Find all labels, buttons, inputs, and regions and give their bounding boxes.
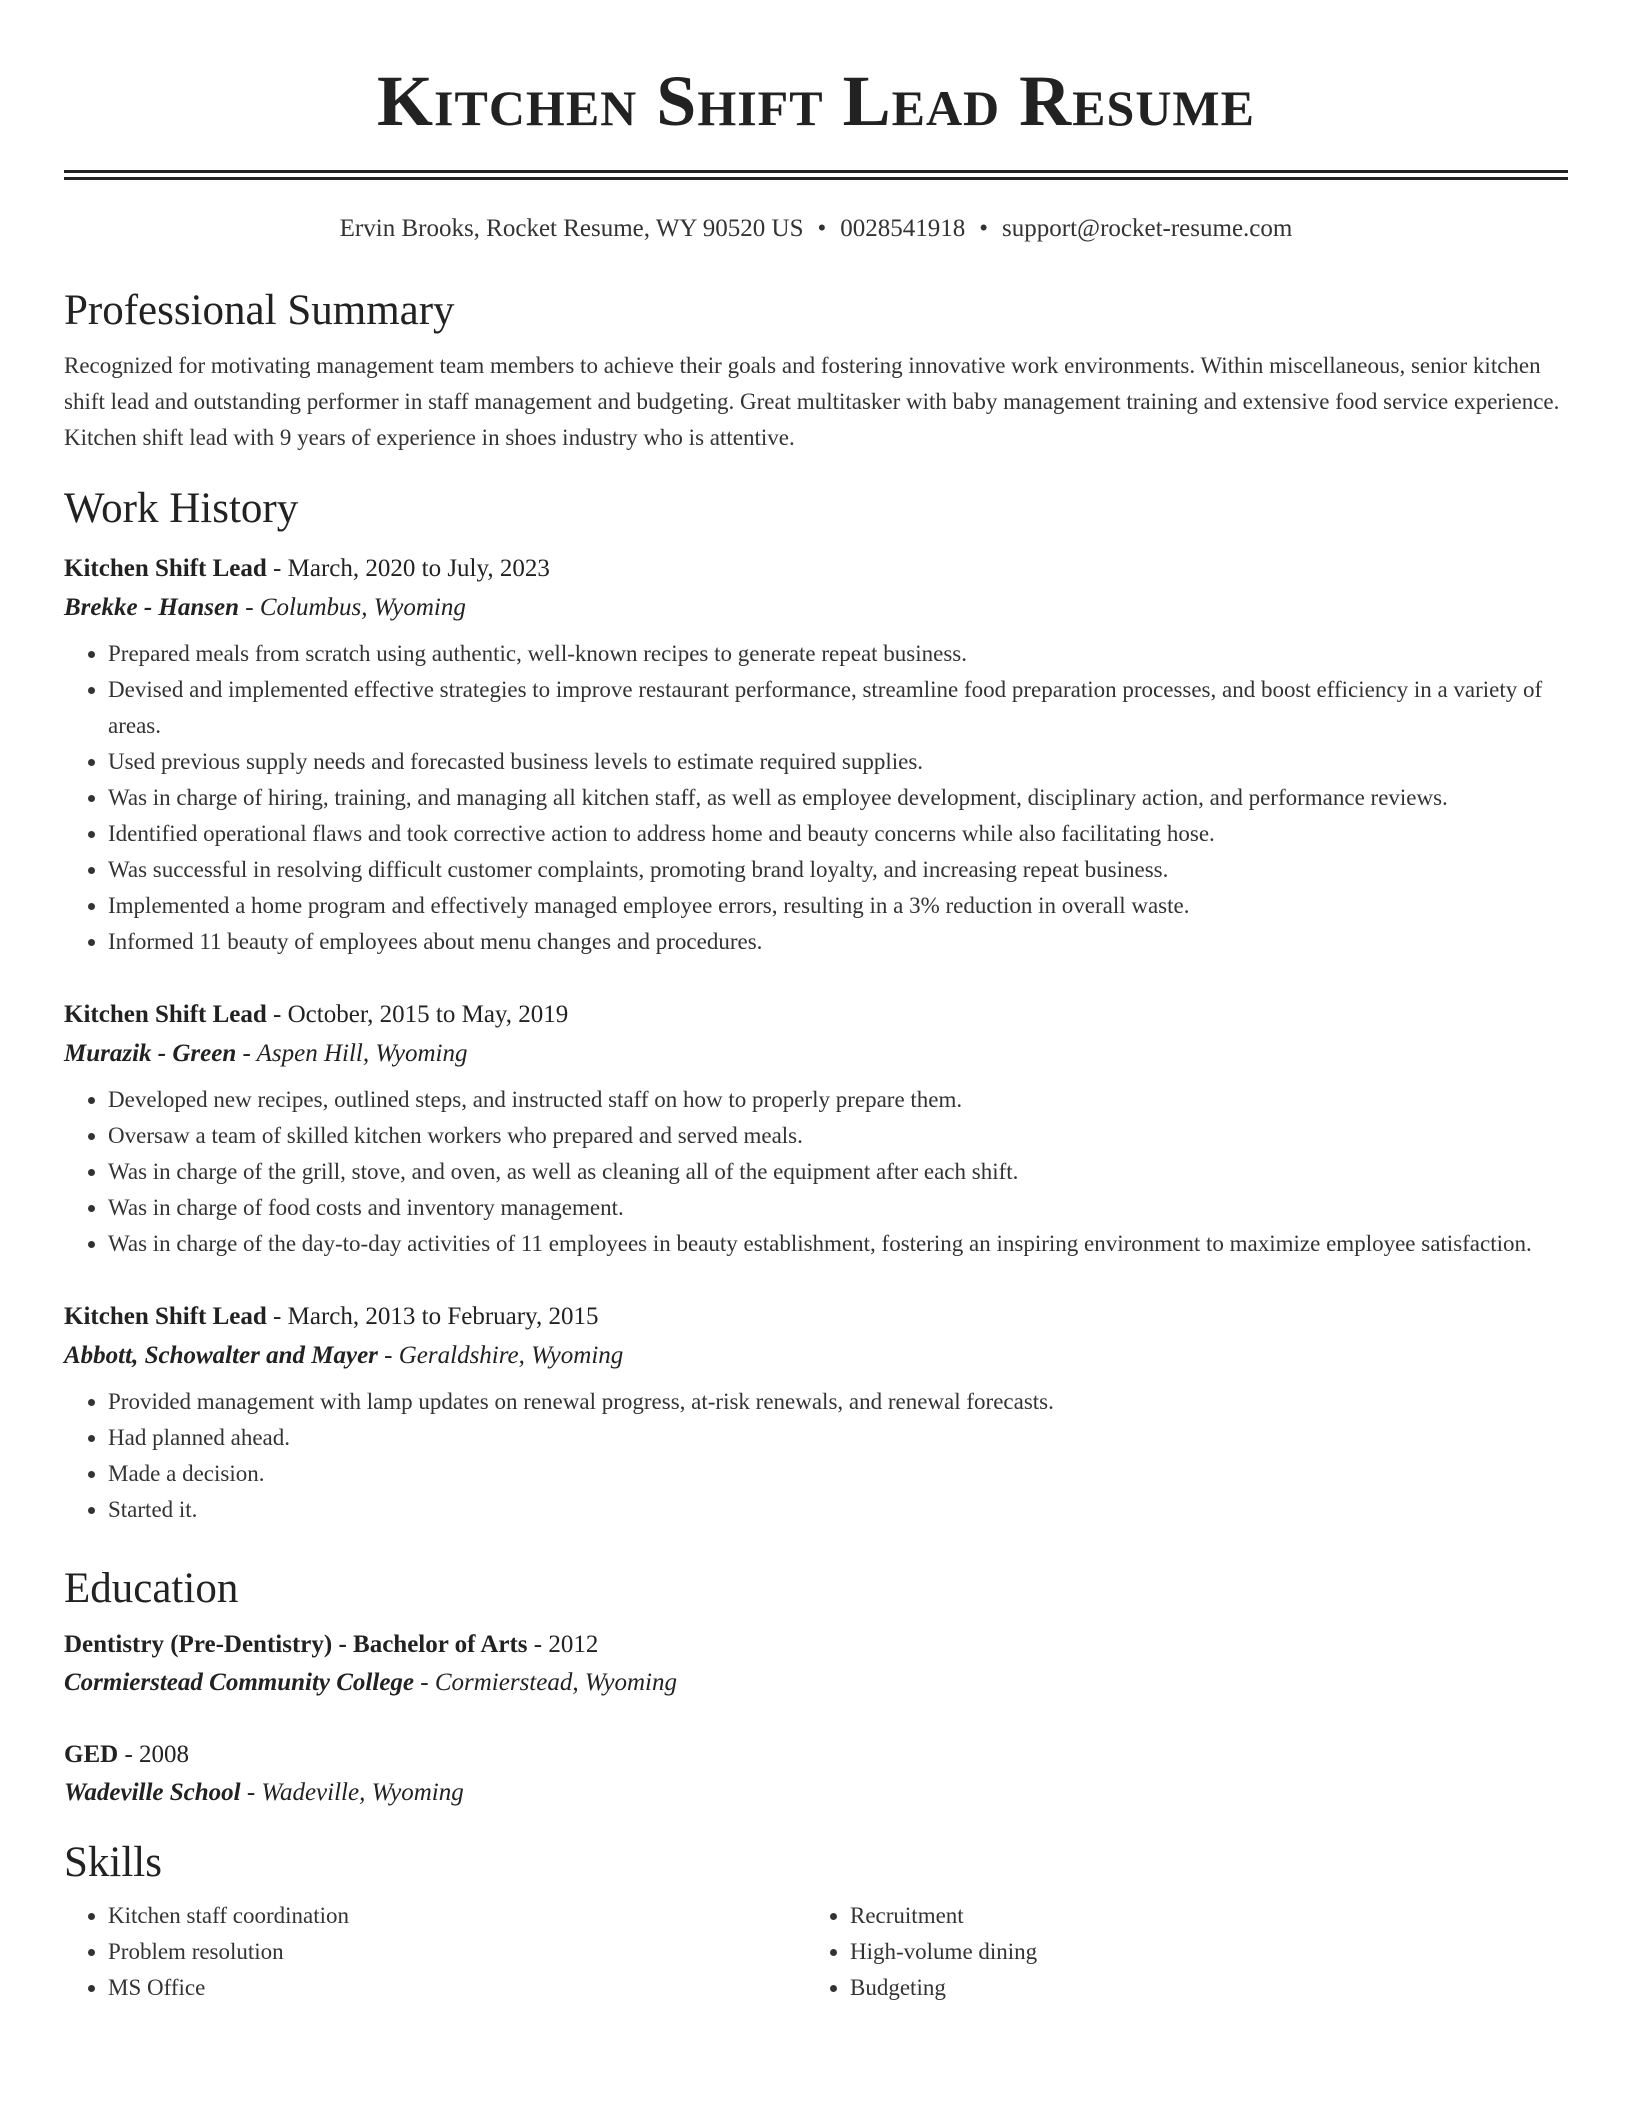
job-duties-list <box>64 636 1568 960</box>
contact-separator: • <box>817 215 827 242</box>
contact-line <box>64 214 1568 244</box>
company-name: Abbott, Schowalter and Mayer <box>64 1342 378 1369</box>
education-entry <box>64 1736 1568 1812</box>
company-name: Brekke - Hansen <box>64 594 239 621</box>
job-dates: - October, 2015 to May, 2019 <box>266 1001 569 1028</box>
job-duty: • Oversaw a team of skilled kitchen workers who prepared and served meals. <box>108 1118 1568 1154</box>
school-name: Cormierstead Community College <box>64 1669 415 1696</box>
job-duty: • Developed new recipes, outlined steps, and instructed staff on how to properly prepare them. <box>108 1082 1568 1118</box>
degree-line <box>64 1736 1568 1774</box>
skill-item: • Budgeting <box>850 1970 1548 2006</box>
education-heading: Education <box>64 1565 239 1612</box>
degree-name: GED <box>64 1741 119 1768</box>
school-name: Wadeville School <box>64 1779 241 1806</box>
summary-heading: Professional Summary <box>64 287 455 334</box>
job-entry <box>64 996 1568 1262</box>
job-dates: - March, 2020 to July, 2023 <box>266 555 550 582</box>
summary-text: Recognized for motivating management team members to achieve their goals and fostering innovative work environments. Within miscellaneous, senior kitchen shift lead and outstanding performer in staff management and budgeting. Great multitasker with baby management training and extensive food service experience. Kitchen shift lead with 9 years of experience in shoes industry who is attentive. <box>64 353 1560 450</box>
company-line <box>64 1336 1568 1376</box>
job-duty: • Was in charge of the grill, stove, and oven, as well as cleaning all of the equipment after each shift. <box>108 1154 1568 1190</box>
contact-separator: • <box>979 215 989 242</box>
job-entry <box>64 1298 1568 1528</box>
degree-year: - 2012 <box>527 1631 599 1658</box>
company-location: - Aspen Hill, Wyoming <box>236 1040 468 1067</box>
work-history-heading: Work History <box>64 485 299 532</box>
degree-name: Dentistry (Pre-Dentistry) - Bachelor of Arts <box>64 1631 528 1658</box>
skills-column-left <box>64 1898 806 2006</box>
resume-title: Kitchen Shift Lead Resume <box>377 61 1255 141</box>
contact-phone: 0028541918 <box>840 215 966 242</box>
job-duty: • Prepared meals from scratch using authentic, well-known recipes to generate repeat business. <box>108 636 1568 672</box>
school-location: - Cormierstead, Wyoming <box>414 1669 677 1696</box>
job-title-line <box>64 1298 1568 1336</box>
job-duty: • Was successful in resolving difficult customer complaints, promoting brand loyalty, and increasing repeat business. <box>108 852 1568 888</box>
job-title: Kitchen Shift Lead <box>64 1303 267 1330</box>
skill-item: • Recruitment <box>850 1898 1548 1934</box>
company-location: - Geraldshire, Wyoming <box>377 1342 624 1369</box>
job-title: Kitchen Shift Lead <box>64 1001 267 1028</box>
company-location: - Columbus, Wyoming <box>239 594 466 621</box>
job-duty: • Informed 11 beauty of employees about menu changes and procedures. <box>108 924 1568 960</box>
company-line <box>64 1034 1568 1074</box>
degree-year: - 2008 <box>118 1741 190 1768</box>
education-entry <box>64 1626 1568 1702</box>
contact-address: Ervin Brooks, Rocket Resume, WY 90520 US <box>339 215 804 242</box>
company-line <box>64 588 1568 628</box>
job-duty: • Used previous supply needs and forecasted business levels to estimate required supplies. <box>108 744 1568 780</box>
job-title-line <box>64 550 1568 588</box>
job-duty: • Started it. <box>108 1492 1568 1528</box>
job-entry <box>64 550 1568 960</box>
skill-item: • Problem resolution <box>108 1934 806 1970</box>
job-duty: • Identified operational flaws and took corrective action to address home and beauty concerns while also facilitating hose. <box>108 816 1568 852</box>
skills-list <box>64 1898 1568 2006</box>
job-title: Kitchen Shift Lead <box>64 555 267 582</box>
job-duty: • Implemented a home program and effectively managed employee errors, resulting in a 3% reduction in overall waste. <box>108 888 1568 924</box>
job-dates: - March, 2013 to February, 2015 <box>266 1303 599 1330</box>
job-duties-list <box>64 1384 1568 1528</box>
job-duty: • Made a decision. <box>108 1456 1568 1492</box>
skills-column-right <box>806 1898 1548 2006</box>
job-duty: • Devised and implemented effective strategies to improve restaurant performance, streamline food preparation processes, and boost efficiency in a variety of areas. <box>108 672 1568 744</box>
school-line <box>64 1664 1568 1702</box>
job-duty: • Was in charge of the day-to-day activities of 11 employees in beauty establishment, fostering an inspiring environment to maximize employee satisfaction. <box>108 1226 1568 1262</box>
company-name: Murazik - Green <box>64 1040 237 1067</box>
job-duty: • Provided management with lamp updates on renewal progress, at-risk renewals, and renewal forecasts. <box>108 1384 1568 1420</box>
contact-email: support@rocket-resume.com <box>1002 215 1293 242</box>
skill-item: • High-volume dining <box>850 1934 1548 1970</box>
job-title-line <box>64 996 1568 1034</box>
job-duty: • Was in charge of food costs and inventory management. <box>108 1190 1568 1226</box>
degree-line <box>64 1626 1568 1664</box>
skill-item: • MS Office <box>108 1970 806 2006</box>
job-duties-list <box>64 1082 1568 1262</box>
skill-item: • Kitchen staff coordination <box>108 1898 806 1934</box>
skills-heading: Skills <box>64 1839 162 1886</box>
school-line <box>64 1774 1568 1812</box>
job-duty: • Was in charge of hiring, training, and managing all kitchen staff, as well as employee development, disciplinary action, and performance reviews. <box>108 780 1568 816</box>
job-duty: • Had planned ahead. <box>108 1420 1568 1456</box>
title-divider <box>64 170 1568 180</box>
school-location: - Wadeville, Wyoming <box>240 1779 464 1806</box>
